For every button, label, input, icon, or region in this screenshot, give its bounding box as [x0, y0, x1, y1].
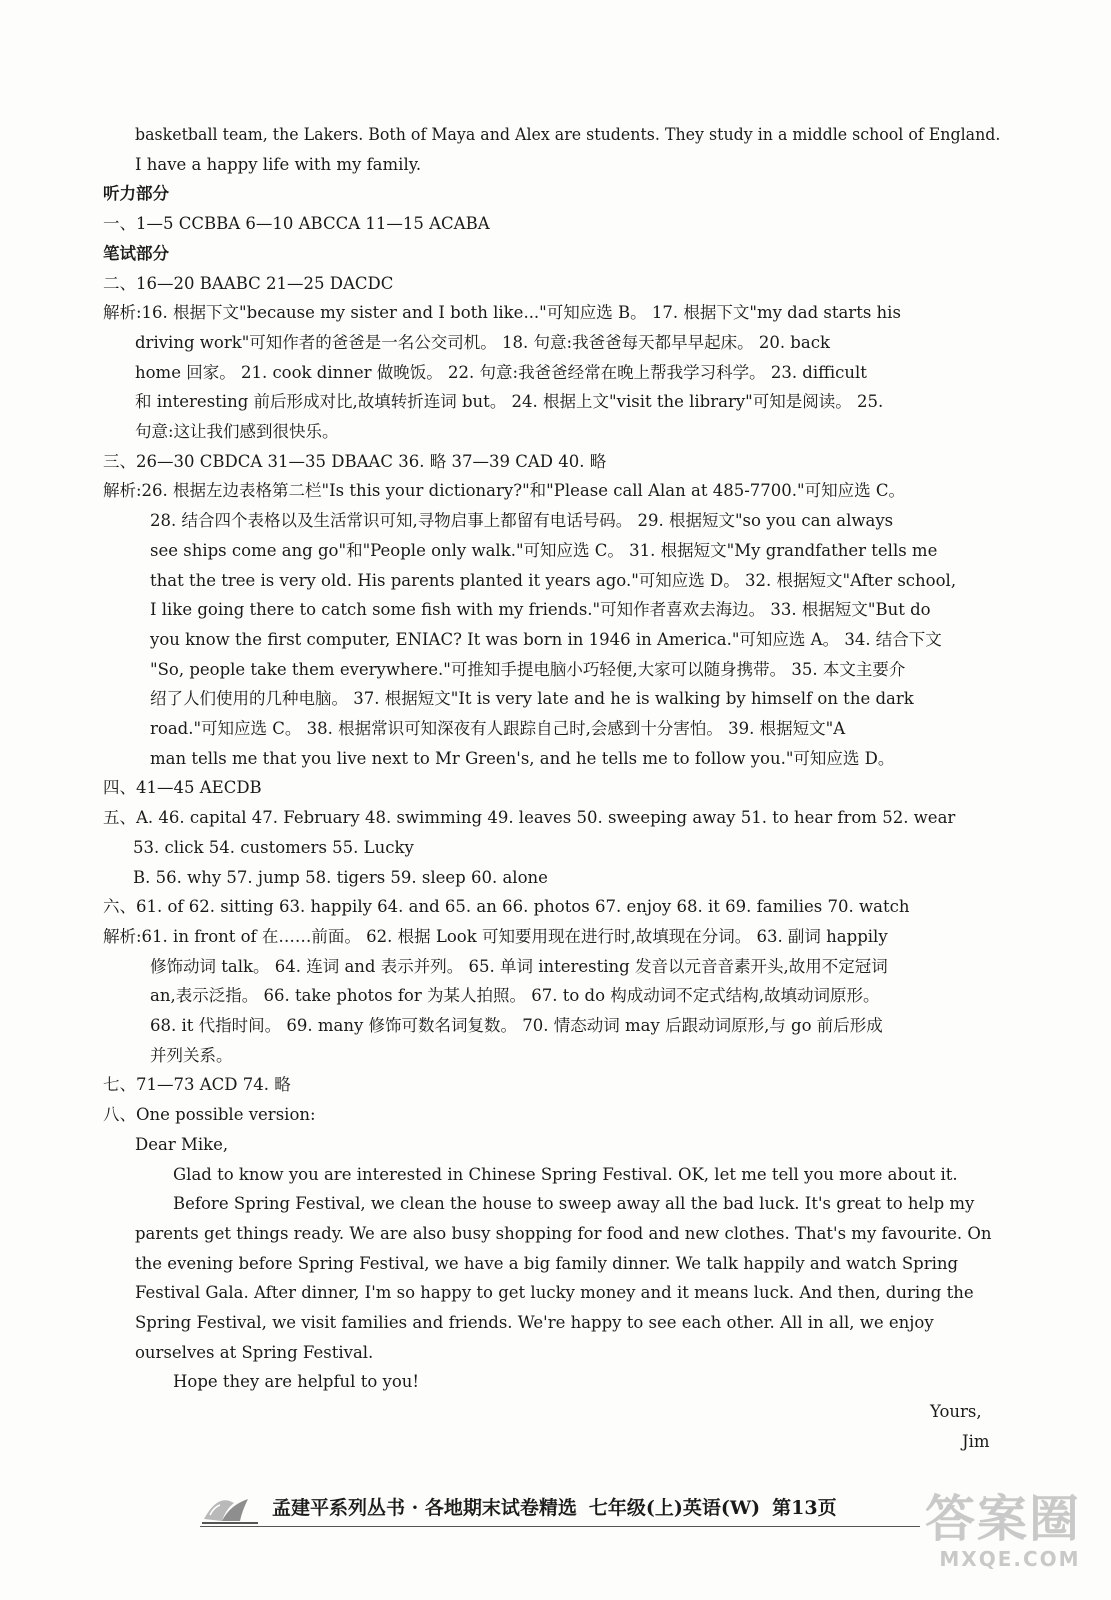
text-line: basketball team, the Lakers. Both of Maya and Alex are students. They study in a middle school of England.	[135, 125, 1001, 144]
text-line: 解析:61. in front of 在……前面。 62. 根据 Look 可知要用现在进行时,故填现在分词。 63. 副词 happily	[103, 926, 888, 946]
text-line: 七、71—73 ACD 74. 略	[103, 1075, 291, 1095]
text-line: that the tree is very old. His parents planted it years ago."可知应选 D。 32. 根据短文"After school,	[150, 570, 957, 590]
text-line: see ships come ang go"和"People only walk."可知应选 C。 31. 根据短文"My grandfather tells me	[150, 540, 938, 560]
text-line: road."可知应选 C。 38. 根据常识可知深夜有人跟踪自己时,会感到十分害怕。 39. 根据短文"A	[150, 719, 846, 738]
text-line: 53. click 54. customers 55. Lucky	[133, 837, 414, 857]
text-line: B. 56. why 57. jump 58. tigers 59. sleep 60. alone	[133, 867, 548, 887]
text-line: I have a happy life with my family.	[135, 154, 422, 174]
watermark-url: MXQE.COM	[939, 1547, 1081, 1571]
text-line: Spring Festival, we visit families and friends. We're happy to see each other. All in all, we enjoy	[135, 1313, 934, 1332]
text-line: Yours,	[930, 1402, 982, 1422]
text-line: 笔试部分	[103, 243, 169, 263]
text-line: 二、16—20 BAABC 21—25 DACDC	[103, 273, 394, 293]
text-line: 和 interesting 前后形成对比,故填转折连词 but。 24. 根据上文"visit the library"可知是阅读。 25.	[135, 392, 884, 412]
text-line: 28. 结合四个表格以及生活常识可知,寻物启事上都留有电话号码。 29. 根据短文"so you can always	[150, 511, 894, 531]
text-line: 绍了人们使用的几种电脑。 37. 根据短文"It is very late and he is walking by himself on the dark	[150, 689, 914, 709]
text-line: driving work"可知作者的爸爸是一名公交司机。 18. 句意:我爸爸每天都早早起床。 20. back	[135, 332, 830, 352]
text-line: 修饰动词 talk。 64. 连词 and 表示并列。 65. 单词 interesting 发音以元音音素开头,故用不定冠词	[150, 956, 888, 976]
text-line: 三、26—30 CBDCA 31—35 DBAAC 36. 略 37—39 CAD 40. 略	[103, 451, 607, 471]
text-line: 六、61. of 62. sitting 63. happily 64. and 65. an 66. photos 67. enjoy 68. it 69. families 70. watch	[103, 897, 910, 917]
text-line: 八、One possible version:	[103, 1105, 316, 1125]
text-line: I like going there to catch some fish with my friends."可知作者喜欢去海边。 33. 根据短文"But do	[150, 600, 931, 620]
text-line: 68. it 代指时间。 69. many 修饰可数名词复数。 70. 情态动词 may 后跟动词原形,与 go 前后形成	[150, 1016, 883, 1035]
text-line: Glad to know you are interested in Chinese Spring Festival. OK, let me tell you more about it.	[173, 1164, 958, 1184]
footer-page-number: 第13页	[772, 1496, 837, 1519]
text-line: 句意:这让我们感到很快乐。	[135, 422, 339, 441]
text-line: 一、1—5 CCBBA 6—10 ABCCA 11—15 ACABA	[103, 214, 490, 234]
text-line: 五、A. 46. capital 47. February 48. swimming 49. leaves 50. sweeping away 51. to hear from 52. wear	[103, 808, 956, 828]
text-line: 四、41—45 AECDB	[103, 778, 262, 798]
text-line: Dear Mike,	[135, 1134, 229, 1154]
text-line: 听力部分	[103, 184, 169, 204]
text-line: the evening before Spring Festival, we have a big family dinner. We talk happily and watch Spring	[135, 1253, 959, 1273]
text-line: 解析:26. 根据左边表格第二栏"Is this your dictionary?"和"Please call Alan at 485-7700."可知应选 C。	[103, 481, 905, 501]
text-line: an,表示泛指。 66. take photos for 为某人拍照。 67. to do 构成动词不定式结构,故填动词原形。	[150, 986, 880, 1006]
footer-series: 孟建平系列丛书 · 各地期末试卷精选	[272, 1496, 577, 1519]
text-line: Festival Gala. After dinner, I'm so happy to get lucky money and it means luck. And then, during the	[135, 1283, 974, 1303]
watermark-title: 答案圈	[925, 1490, 1081, 1548]
text-line: Jim	[962, 1431, 990, 1451]
text-line: home 回家。 21. cook dinner 做晚饭。 22. 句意:我爸爸经常在晚上帮我学习科学。 23. difficult	[135, 362, 867, 382]
text-line: parents get things ready. We are also busy shopping for food and new clothes. That's my favourite. On	[135, 1223, 992, 1243]
text-line: you know the first computer, ENIAC? It was born in 1946 in America."可知应选 A。 34. 结合下文	[150, 629, 942, 649]
watermark	[925, 1490, 1095, 1590]
text-line: ourselves at Spring Festival.	[135, 1342, 374, 1362]
text-line: Before Spring Festival, we clean the house to sweep away all the bad luck. It's great to help my	[173, 1194, 975, 1214]
footer-grade: 七年级(上)英语(W)	[588, 1496, 761, 1519]
text-line: man tells me that you live next to Mr Green's, and he tells me to follow you."可知应选 D。	[150, 748, 895, 768]
page-footer	[200, 1486, 920, 1527]
text-line: "So, people take them everywhere."可推知手提电脑小巧轻便,大家可以随身携带。 35. 本文主要介	[150, 659, 906, 679]
text-line: 解析:16. 根据下文"because my sister and I both like..."可知应选 B。 17. 根据下文"my dad starts his	[103, 303, 901, 323]
book-logo-icon	[200, 1485, 262, 1527]
text-line: Hope they are helpful to you!	[173, 1372, 420, 1392]
text-line: 并列关系。	[150, 1045, 233, 1065]
